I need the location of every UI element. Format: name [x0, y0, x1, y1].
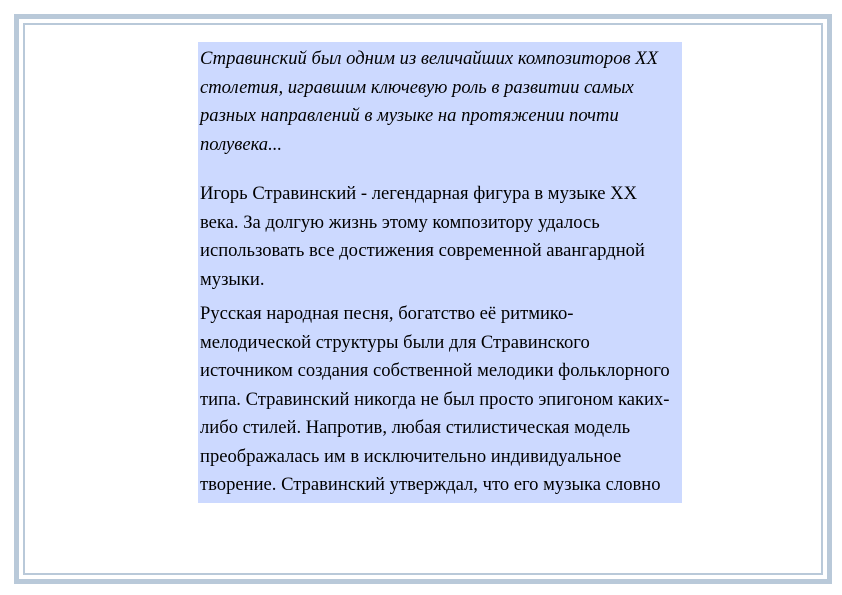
paragraph-2: Русская народная песня, богатство её ритмико-мелодической структуры были для Стравинского источником создания собственной мелодики фольклорного типа. Стравинский никогда не был просто эпигоном каких-либо стилей. Напротив, любая стилистическая модель преображалась им в исключительно индивидуальное творение. Стравинский утверждал, что его музыка словно: [200, 303, 670, 495]
text-block: [198, 42, 682, 503]
intro-quote: Стравинский был одним из величайших композиторов XX столетия, игравшим ключевую роль в развитии самых разных направлений в музыке на протяжении почти полувека...: [200, 48, 658, 155]
paragraph-1: Игорь Стравинский - легендарная фигура в музыке XX века. За долгую жизнь этому композитору удалось использовать все достижения современной авангардной музыки.: [200, 183, 645, 290]
